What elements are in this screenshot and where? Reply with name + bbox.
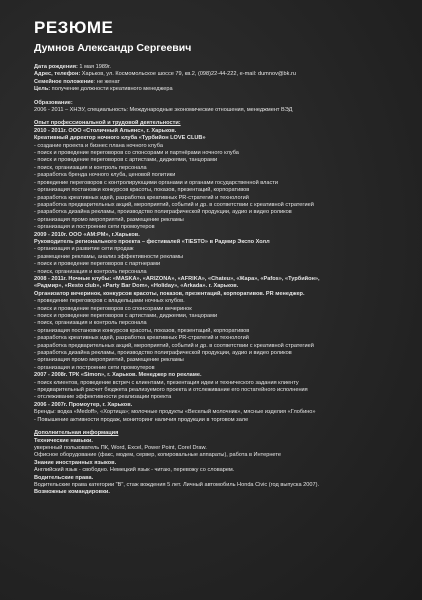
experience-item: - проведение переговоров с владельцами ночных клубов. [34, 298, 185, 305]
experience-item: - поиск и проведение переговоров со спонсорами и партнёрами ночного клуба [34, 150, 239, 157]
additional-item: уверенный пользователь ПК, Word, Excel, Power Point, Corel Draw. [34, 444, 207, 451]
experience-subheading: 2010 - 2011г. ООО «Столичный Альянс», г. Харьков. [34, 127, 177, 134]
personal-info-label: Семейное положение [34, 78, 94, 85]
resume-title: РЕЗЮМЕ [34, 18, 114, 37]
experience-item: - организация постановки конкурсов красоты, показов, презентаций, корпоративов [34, 327, 250, 334]
experience-item: - Повышение активности продаж, мониторинг наличия продукции в торговом зале [34, 416, 249, 423]
personal-info-value: получение должности креативного менеджера [50, 86, 173, 93]
experience-item: - организация постановки конкурсов красоты, показов, презентаций, корпоративов [34, 187, 250, 194]
experience-subheading: 2009 - 2010г. ООО «AM:PM», г.Харьков. [34, 231, 140, 238]
experience-subheading: 2007 - 2008г. ТРК «Simon», г. Харьков. Менеджер по рекламе. [34, 372, 202, 379]
resume-page [34, 18, 414, 497]
additional-item: Английский язык - свободно. Немецкий язык - читаю, перевожу со словарем. [34, 467, 235, 474]
experience-item: - поиск и проведение переговоров с артистами, диджеями, танцорами [34, 157, 218, 164]
experience-item: - поиск клиентов, проведение встреч с клиентами, презентация идеи и технического задания клиенту [34, 379, 299, 386]
experience-item: - проведение переговоров с контролирующими органами и органами государственной власти [34, 179, 278, 186]
experience-item: - поиск, организация и контроль персонала [34, 320, 147, 327]
additional-subheading: Технические навыки. [34, 437, 93, 444]
experience-item: - организация промо мероприятий, размещение рекламы [34, 216, 184, 223]
additional-item: Водительские права категории "B", стаж вождения 5 лет. Личный автомобиль Honda Civic (год выпуска 2007). [34, 481, 319, 488]
additional-subheading: Водительские права. [34, 474, 94, 481]
experience-item: - поиск, организация и контроль персонала [34, 164, 147, 171]
education-heading: Образование: [34, 99, 73, 106]
experience-item: - поиск и проведение переговоров с партнерами [34, 261, 161, 268]
experience-item: - предварительный расчет бюджета реализуемого проекта и отслеживание его постатейного исполнения [34, 387, 308, 394]
personal-info-row [34, 79, 414, 86]
personal-info-value: Харьков, ул. Космомольское шоссе 79, кв.2, (098)22-44-222, e-mail: dumnov@bk.ru [80, 71, 296, 78]
experience-item: - размещение рекламы, анализ эффективности рекламы [34, 253, 184, 260]
experience-item: - организация и развитие сети продаж [34, 246, 134, 253]
personal-info-label: Цель: [34, 86, 51, 93]
additional-subheading: Возможные командировки. [34, 489, 110, 496]
additional-item: Офисное оборудование (факс, модем, сервер, копировальные аппараты), работа в Интернете [34, 452, 281, 459]
experience-subheading: 2006 - 2007г. Промоутер, г. Харьков. [34, 401, 133, 408]
experience-subheading: 2008 - 2011г. Ночные клубы: «MASKA», «ARIZONA», «AFRIKA», «Chateu», «Жара», «Pafos», «Турбийон», [34, 275, 320, 282]
experience-item: - разработка бренда ночного клуба, ценовой политики [34, 172, 176, 179]
experience-subheading: Руководитель регионального проекта – фестивалей «TIESTO» в Радмир Экспо Холл [34, 238, 270, 245]
experience-item: - отслеживание эффективности реализации проекта [34, 394, 172, 401]
personal-info-value: : не женат [93, 78, 120, 85]
experience-subheading: «Радмир», «Resto club», «Party Bar Dom», «Holiday», «Arkada». г. Харьков. [34, 283, 239, 290]
additional-list [34, 438, 414, 497]
experience-item: - поиск, организация и контроль персонала [34, 268, 147, 275]
personal-info-value: 1 мая 1989г. [77, 64, 111, 70]
experience-item: - разработка предварительных акций, мероприятий, событий и др. в соответствии с креативной стратегией [34, 342, 314, 349]
education-text: 2006 - 2011 – ХНЭУ, специальность: Международные экономические отношения, менеджмент ВЭД [34, 107, 293, 114]
personal-info-row [34, 71, 414, 78]
experience-item: - разработка креативных идей, разработка креативных PR-стратегий и технологий [34, 335, 249, 342]
candidate-name: Думнов Александр Сергеевич [34, 42, 192, 54]
experience-heading: Опыт профессиональной и трудовой деятельности: [34, 120, 181, 127]
additional-subheading: Знание иностранных языков. [34, 459, 117, 466]
experience-item: - организация и построение сети промоутеров [34, 364, 155, 371]
experience-item: - разработка предварительных акций, мероприятий, событий и др. в соответствии с креативной стратегией [34, 201, 314, 208]
personal-info [34, 64, 414, 94]
additional-heading: Дополнительная информация [34, 430, 119, 437]
experience-list [34, 128, 414, 424]
experience-subheading: Организатор вечеринок, конкурсов красоты, показов, презентаций, корпоративов. PR менеджер. [34, 290, 305, 297]
experience-item: - организация и построение сети промоутеров [34, 224, 155, 231]
personal-info-label: Дата рождения: [34, 64, 78, 70]
experience-subheading: Креативный директор ночного клуба «Турбийон LOVE CLUB» [34, 135, 206, 142]
experience-item: - разработка креативных идей, разработка креативных PR-стратегий и технологий [34, 194, 249, 201]
experience-item: - разработка дизайна рекламы, производство полиграфической продукции, аудио и видео роликов [34, 209, 292, 216]
experience-item: - разработка дизайна рекламы, производство полиграфической продукции, аудио и видео роликов [34, 350, 292, 357]
personal-info-label: Адрес, телефон: [34, 71, 81, 78]
experience-item: - поиск и проведение переговоров с артистами, диджеями, танцорами [34, 313, 218, 319]
experience-item: Бренды: водка «Medoff», «Хортица»; молочные продукты «Веселый молочник», мясные изделия «Глобино» [34, 409, 316, 416]
experience-item: - создание проекта и бизнес плана ночного клуба [34, 142, 163, 149]
personal-info-row [34, 86, 414, 93]
experience-item: - поиск и проведение переговоров со спонсорами вечеринок [34, 305, 192, 312]
experience-item: - организация промо мероприятий, размещение рекламы [34, 357, 184, 364]
